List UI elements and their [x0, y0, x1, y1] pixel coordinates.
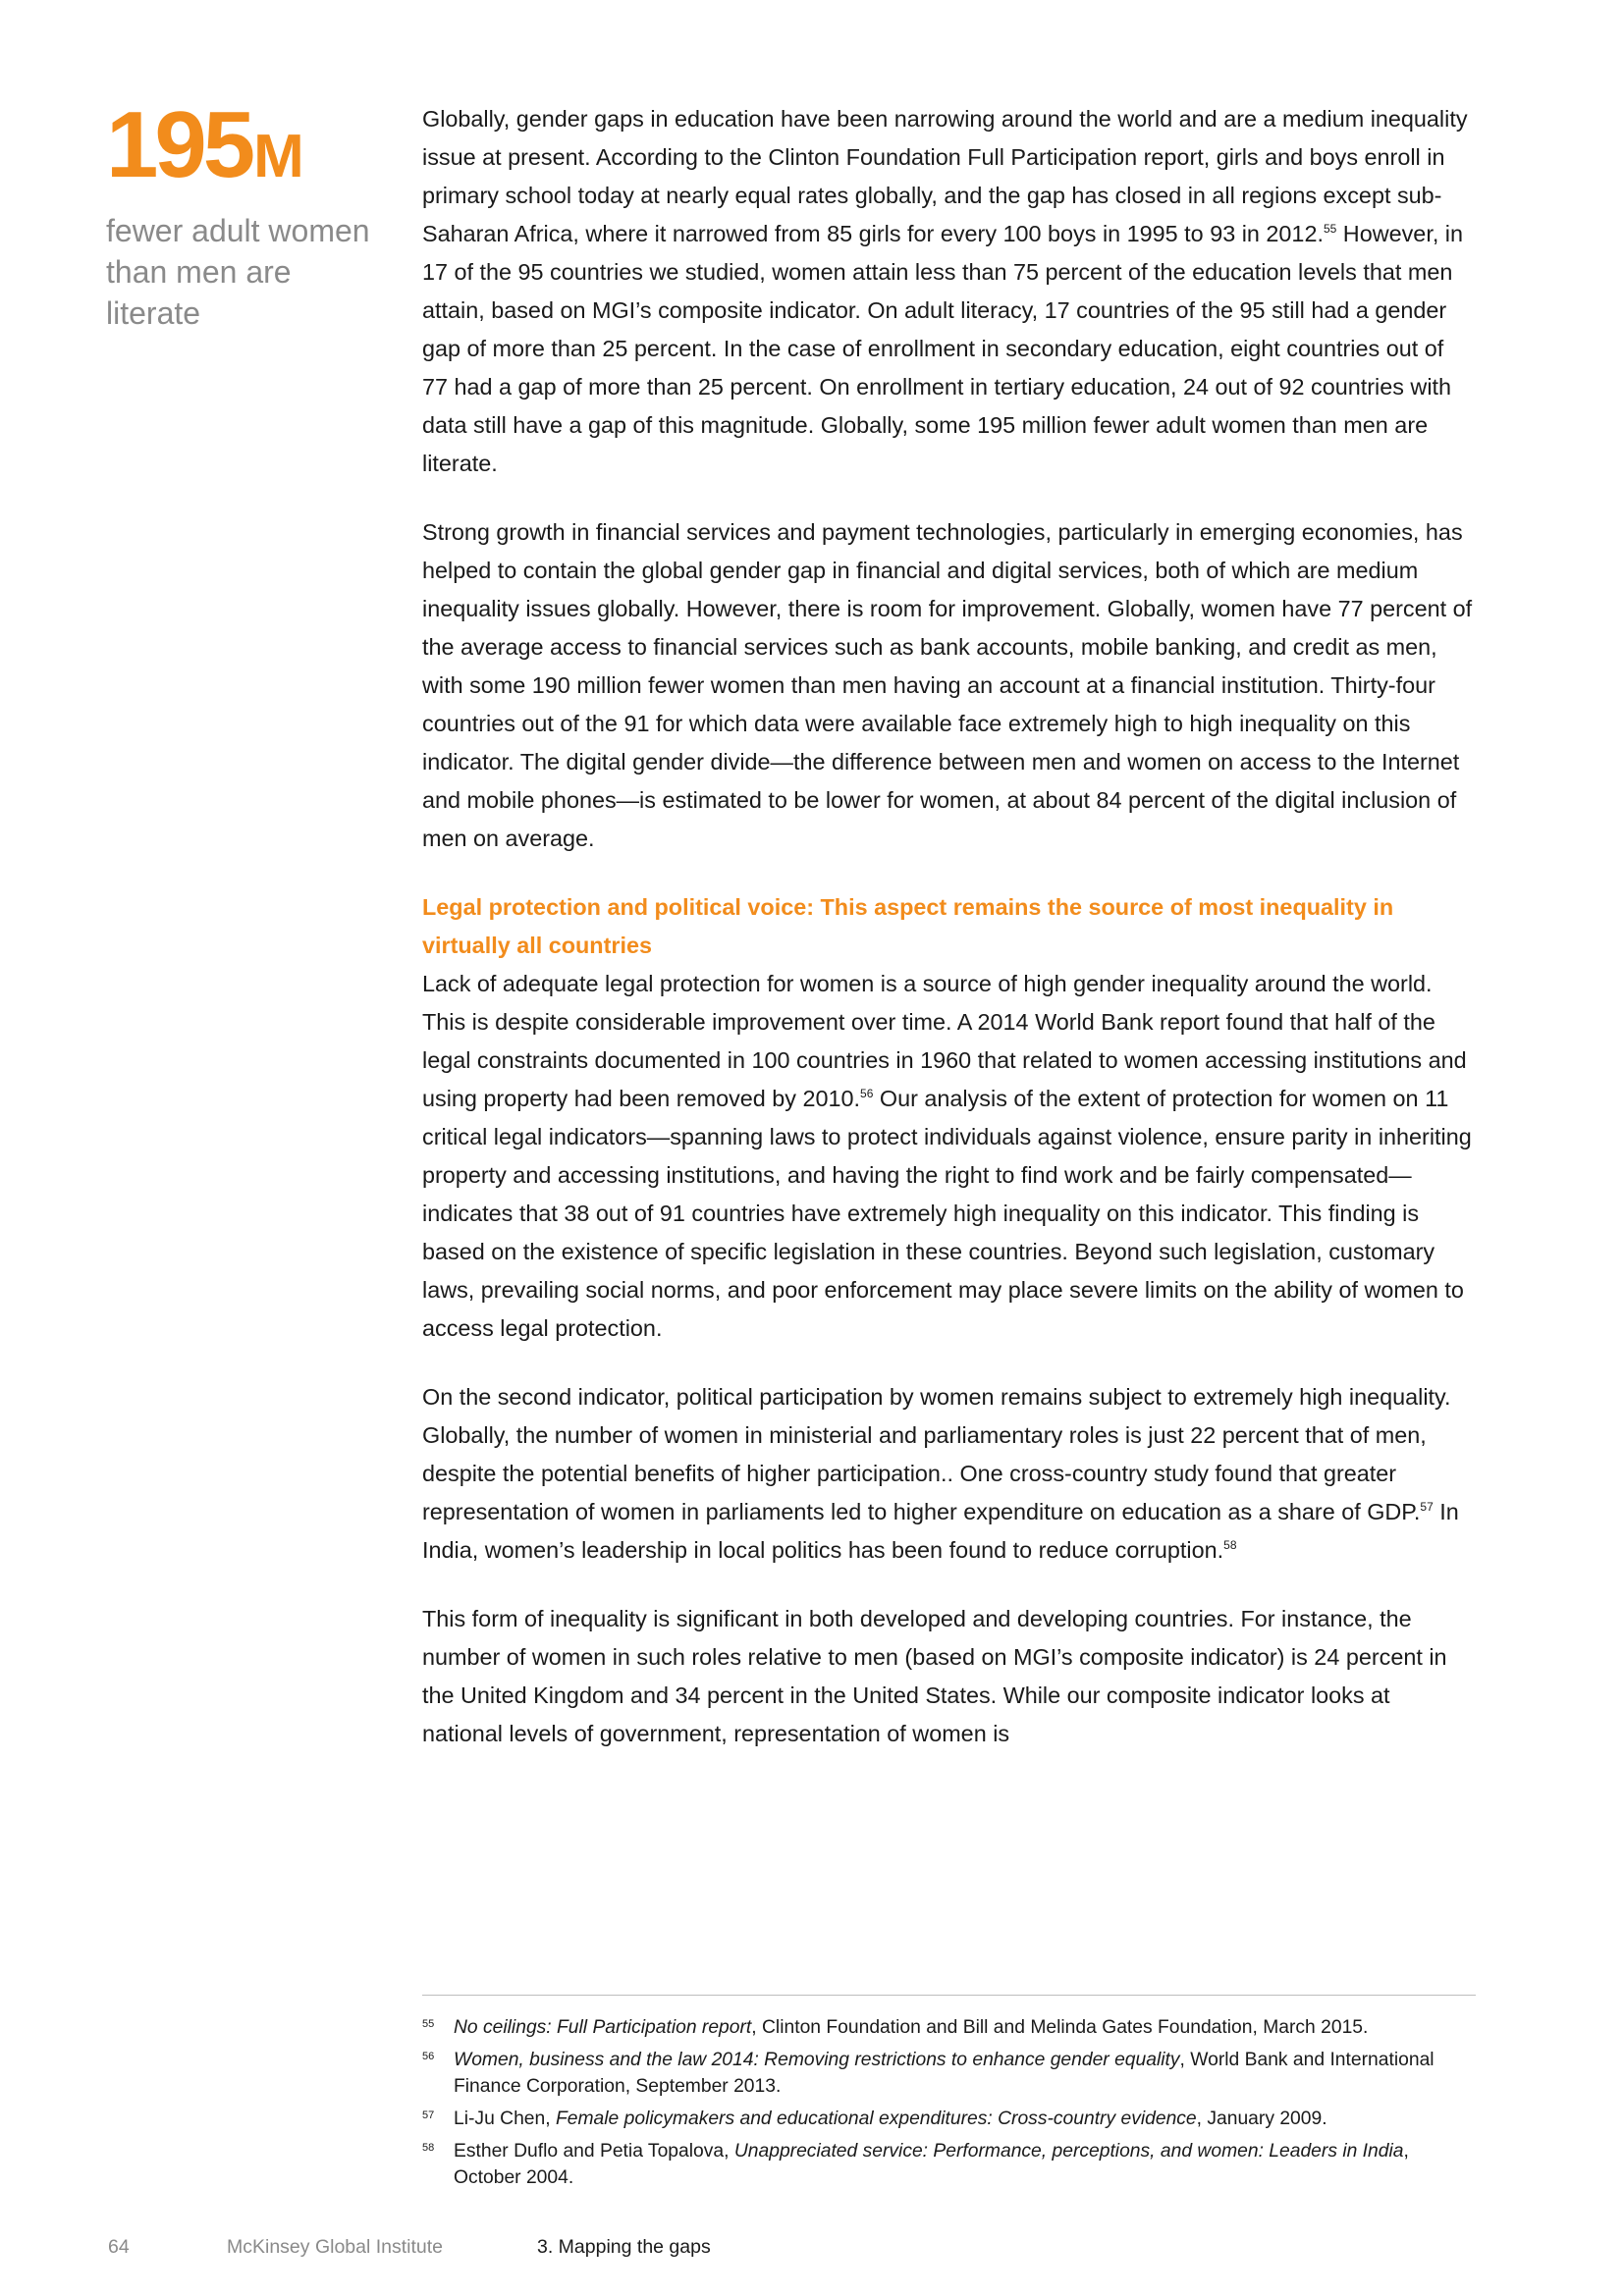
- footnote-ref-58[interactable]: 58: [1223, 1538, 1237, 1552]
- section-heading: Legal protection and political voice: This aspect remains the source of most inequality in virtually all countries: [422, 894, 1394, 958]
- footnote-number: 58: [422, 2142, 435, 2154]
- footnote-text: Li-Ju Chen, Female policymakers and educational expenditures: Cross-country evidence, January 2009.: [454, 2109, 1327, 2129]
- paragraph-education: Globally, gender gaps in education have been narrowing around the world and are a medium inequality issue at present. According to the Clinton Foundation Full Participation report, girls and boys enroll in primary school today at nearly equal rates globally, and the gap has closed in all regions except sub-Saharan Africa, where it narrowed from 85 girls for every 100 boys in 1995 to 93 in 2012.55 However, in 17 of the 95 countries we studied, women attain less than 75 percent of the education levels that men attain, based on MGI’s composite indicator. On adult literacy, 17 countries of the 95 still had a gender gap of more than 25 percent. In the case of enrollment in secondary education, eight countries out of 77 had a gap of more than 25 percent. On enrollment in tertiary education, 24 out of 92 countries with data still have a gap of this magnitude. Globally, some 195 million fewer adult women than men are literate.: [422, 106, 1468, 476]
- paragraph-political: On the second indicator, political participation by women remains subject to extremely high inequality. Globally, the number of women in ministerial and parliamentary roles is just 22 percent that of men, despite the potential benefits of higher participation.. One cross-country study found that greater representation of women in parliaments led to higher expenditure on education as a share of GDP.$^{57}$ In India, women’s leadership in local politics has been found to reduce corruption.$^{58}$: [422, 1384, 1459, 1563]
- section-title: 3. Mapping the gaps: [537, 2236, 711, 2258]
- footnote-ref-57[interactable]: 57: [1420, 1500, 1434, 1514]
- footnote-56: [422, 2047, 1478, 2100]
- footnote-ref-55[interactable]: 55: [1323, 222, 1337, 236]
- footnote-ref-56[interactable]: 56: [860, 1087, 874, 1100]
- footnote-57: [422, 2106, 1478, 2132]
- stat-unit: M: [253, 123, 304, 190]
- footnote-58: [422, 2138, 1478, 2191]
- stat-number: [106, 92, 401, 204]
- footnotes: [422, 2014, 1478, 2197]
- footnote-text: Esther Duflo and Petia Topalova, Unappreciated service: Performance, perceptions, and women: Leaders in India, October 2004.: [454, 2141, 1409, 2188]
- footnote-text: No ceilings: Full Participation report, Clinton Foundation and Bill and Melinda Gates Foundation, March 2015.: [454, 2017, 1369, 2038]
- page-number: 64: [108, 2236, 130, 2258]
- footnote-divider: [422, 1995, 1476, 1996]
- footnote-number: 57: [422, 2109, 435, 2121]
- footnote-number: 55: [422, 2018, 435, 2030]
- publisher-name: McKinsey Global Institute: [227, 2236, 444, 2258]
- main-text: [422, 100, 1473, 1784]
- footnote-number: 56: [422, 2051, 435, 2062]
- footnote-text: Women, business and the law 2014: Removing restrictions to enhance gender equality, World Bank and International Finance Corporation, September 2013.: [454, 2050, 1435, 2097]
- stat-caption: fewer adult women than men are literate: [106, 213, 370, 331]
- stat-callout: [106, 92, 401, 334]
- paragraph-financial: Strong growth in financial services and payment technologies, particularly in emerging economies, has helped to contain the global gender gap in financial and digital services, both of which are medium inequality issues globally. However, there is room for improvement. Globally, women have 77 percent of the average access to financial services such as bank accounts, mobile banking, and credit as men, with some 190 million fewer women than men having an account at a financial institution. Thirty-four countries out of the 91 for which data were available face extremely high to high inequality on this indicator. The digital gender divide—the difference between men and women on access to the Internet and mobile phones—is estimated to be lower for women, at about 84 percent of the digital inclusion of men on average.: [422, 519, 1473, 851]
- paragraph-legal: Lack of adequate legal protection for women is a source of high gender inequality around the world. This is despite considerable improvement over time. A 2014 World Bank report found that half of the legal constraints documented in 100 countries in 1960 that related to women accessing institutions and using property had been removed by 2010.56 Our analysis of the extent of protection for women on 11 critical legal indicators—spanning laws to protect individuals against violence, ensure parity in inheriting property and accessing institutions, and having the right to find work and be fairly compensated—indicates that 38 out of 91 countries have extremely high inequality on this indicator. This finding is based on the existence of specific legislation in these countries. Beyond such legislation, customary laws, prevailing social norms, and poor enforcement may place severe limits on the ability of women to access legal protection.: [422, 971, 1472, 1341]
- paragraph-developed: This form of inequality is significant in both developed and developing countries. For instance, the number of women in such roles relative to men (based on MGI’s composite indicator) is 24 percent in the United Kingdom and 34 percent in the United States. While our composite indicator looks at national levels of government, representation of women is: [422, 1606, 1447, 1746]
- footnote-55: [422, 2014, 1478, 2041]
- stat-value: 195: [106, 92, 252, 197]
